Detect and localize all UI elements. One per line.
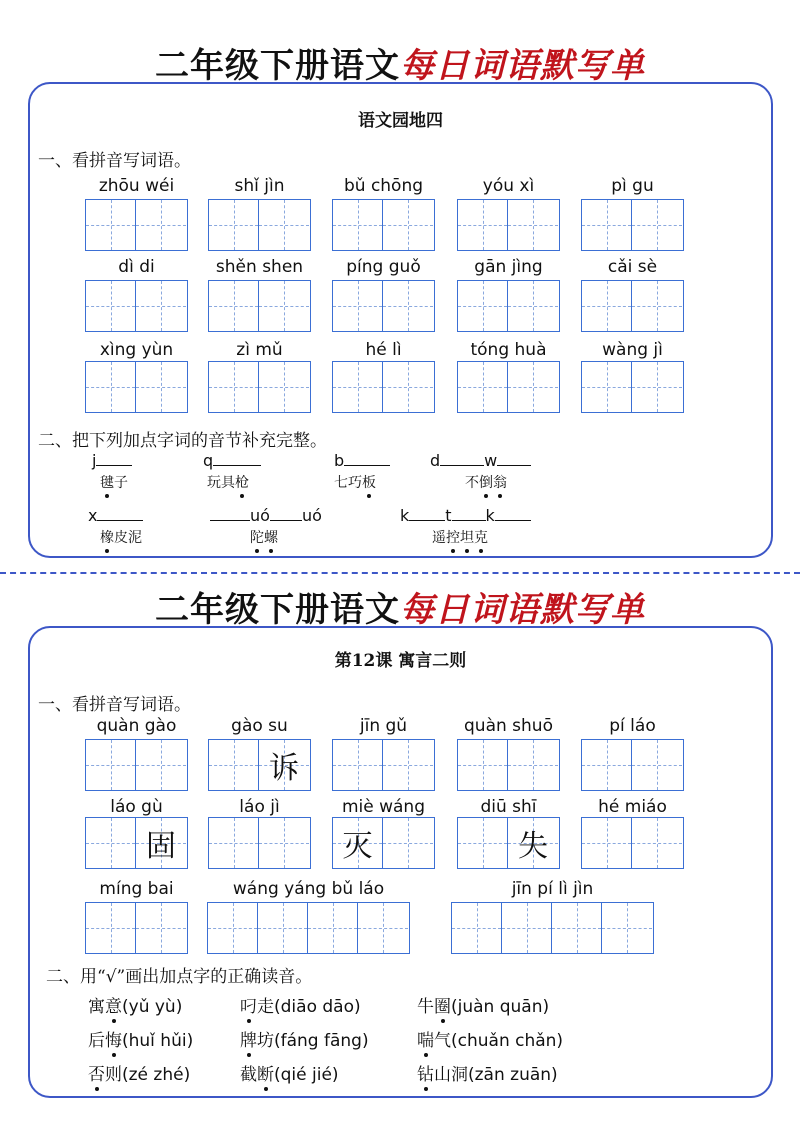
writing-cell[interactable] (259, 200, 309, 250)
pinyin-label: xìng yùn (99, 340, 174, 360)
writing-cell[interactable] (86, 740, 136, 790)
fill-word-4: 不倒翁 (465, 472, 507, 492)
writing-cell[interactable] (383, 818, 433, 868)
reading-choice[interactable]: 截断(qié jié) (240, 1060, 339, 1085)
pinyin-label: quàn shuō (464, 716, 553, 736)
sheet1-lesson-title: 语文园地四 (358, 111, 443, 131)
writing-cell[interactable] (552, 903, 602, 953)
writing-cell[interactable] (502, 903, 552, 953)
sheet2-section1-heading: 一、看拼音写词语。 (38, 695, 191, 715)
pinyin-label: pí láo (609, 716, 656, 736)
tianzige-grid (332, 817, 435, 869)
writing-cell[interactable] (458, 281, 508, 331)
fill-item-6: uó uó (210, 506, 322, 525)
reading-choice[interactable]: 牌坊(fáng fāng) (240, 1026, 369, 1051)
blank[interactable] (495, 507, 531, 521)
writing-cell[interactable] (86, 200, 136, 250)
tianzige-grid (85, 280, 188, 332)
writing-cell[interactable] (333, 740, 383, 790)
writing-cell[interactable] (508, 200, 558, 250)
writing-cell[interactable] (582, 818, 632, 868)
fill-word-2: 玩具枪 (207, 472, 249, 492)
writing-cell[interactable] (86, 362, 136, 412)
pinyin-label: láo gù (110, 797, 163, 817)
writing-cell[interactable] (136, 281, 186, 331)
fill-item-2: q (203, 451, 261, 470)
tianzige-grid (581, 199, 684, 251)
tianzige-grid (208, 361, 311, 413)
writing-cell[interactable] (333, 362, 383, 412)
writing-cell[interactable] (383, 362, 433, 412)
fill-item-1: j (92, 451, 132, 470)
writing-cell[interactable] (136, 740, 186, 790)
pinyin-label: quàn gào (96, 716, 177, 736)
pinyin-options: (huǐ hǔi) (122, 1031, 194, 1051)
pinyin-options: (zé zhé) (122, 1065, 191, 1085)
writing-cell[interactable] (86, 281, 136, 331)
pinyin-options: (qié jié) (274, 1065, 339, 1085)
pinyin-label: hé lì (365, 340, 402, 360)
writing-cell[interactable] (136, 903, 186, 953)
writing-cell[interactable] (632, 740, 682, 790)
writing-cell[interactable] (209, 362, 259, 412)
tianzige-grid (332, 361, 435, 413)
writing-cell[interactable] (333, 818, 383, 868)
given-character: 失 (518, 829, 548, 864)
writing-cell[interactable] (259, 818, 309, 868)
reading-choice[interactable]: 后悔(huǐ hǔi) (88, 1026, 193, 1051)
pinyin-label: jīn gǔ (359, 716, 408, 736)
writing-cell[interactable] (208, 903, 258, 953)
blank[interactable] (409, 507, 445, 521)
writing-cell[interactable] (582, 740, 632, 790)
pinyin-label: píng guǒ (346, 257, 421, 277)
fill-word-5: 橡皮泥 (100, 527, 142, 547)
fill-word-1: 毽子 (100, 472, 128, 492)
tianzige-grid (451, 902, 654, 954)
pinyin-label: hé miáo (598, 797, 667, 817)
sheet1-section2-heading: 二、把下列加点字词的音节补充完整。 (38, 431, 327, 451)
tianzige-grid (457, 361, 560, 413)
tianzige-grid (332, 280, 435, 332)
tianzige-grid (581, 739, 684, 791)
sheet2-title-red: 每日词语默写单 (400, 590, 645, 630)
writing-cell[interactable] (602, 903, 652, 953)
tianzige-grid (332, 739, 435, 791)
fill-word-7: 遥控坦克 (432, 527, 488, 547)
blank[interactable] (210, 507, 250, 521)
pinyin-options: (chuǎn chǎn) (451, 1031, 564, 1051)
pinyin-label: diū shī (480, 797, 537, 817)
reading-choice[interactable]: 寓意(yǔ yù) (88, 992, 182, 1017)
writing-cell[interactable] (452, 903, 502, 953)
pinyin-label: dì di (118, 257, 155, 277)
blank[interactable] (344, 452, 390, 466)
writing-cell[interactable] (632, 200, 682, 250)
tianzige-grid (581, 361, 684, 413)
writing-cell[interactable] (86, 903, 136, 953)
tianzige-grid (581, 817, 684, 869)
pinyin-options: (diāo dāo) (274, 997, 361, 1017)
writing-cell[interactable] (508, 281, 558, 331)
pinyin-options: (zān zuān) (468, 1065, 558, 1085)
sheet2-section2-heading: 二、用“√”画出加点字的正确读音。 (46, 967, 313, 987)
blank[interactable] (270, 507, 302, 521)
writing-cell[interactable] (259, 740, 309, 790)
writing-cell[interactable] (508, 818, 558, 868)
pinyin-options: (fáng fāng) (274, 1031, 369, 1051)
writing-cell[interactable] (259, 362, 309, 412)
writing-cell[interactable] (458, 200, 508, 250)
fill-word-6: 陀螺 (250, 527, 278, 547)
tianzige-grid (457, 199, 560, 251)
writing-cell[interactable] (383, 740, 433, 790)
sheet-divider (0, 572, 800, 574)
blank[interactable] (440, 452, 484, 466)
reading-choice[interactable]: 叼走(diāo dāo) (240, 992, 361, 1017)
writing-cell[interactable] (209, 200, 259, 250)
pinyin-label: yóu xì (482, 176, 535, 196)
pinyin-label: gào su (231, 716, 288, 736)
pinyin-label: míng bai (99, 879, 174, 899)
writing-cell[interactable] (632, 362, 682, 412)
tianzige-grid (457, 280, 560, 332)
tianzige-grid (208, 817, 311, 869)
blank[interactable] (96, 452, 132, 466)
sheet2-lesson-title: 第12课 寓言二则 (334, 651, 467, 671)
pinyin-label: shěn shen (215, 257, 304, 277)
tianzige-grid (85, 361, 188, 413)
writing-cell[interactable] (209, 818, 259, 868)
fill-item-7: k t k (400, 506, 531, 525)
tianzige-grid (581, 280, 684, 332)
tianzige-grid (85, 199, 188, 251)
pinyin-label: tóng huà (470, 340, 547, 360)
writing-cell[interactable] (582, 281, 632, 331)
given-character: 固 (146, 829, 176, 864)
reading-choice[interactable]: 牛圈(juàn quān) (417, 992, 549, 1017)
writing-cell[interactable] (136, 362, 186, 412)
sheet2-title (0, 582, 800, 631)
writing-cell[interactable] (458, 740, 508, 790)
writing-cell[interactable] (86, 818, 136, 868)
tianzige-grid (208, 199, 311, 251)
sheet1-section1-heading: 一、看拼音写词语。 (38, 151, 191, 171)
sheet1-title (0, 38, 800, 87)
blank[interactable] (497, 452, 531, 466)
blank[interactable] (213, 452, 261, 466)
writing-cell[interactable] (383, 200, 433, 250)
writing-cell[interactable] (632, 818, 682, 868)
tianzige-grid (85, 739, 188, 791)
reading-choice[interactable]: 否则(zé zhé) (88, 1060, 190, 1085)
pinyin-label: miè wáng (341, 797, 426, 817)
pinyin-label: wáng yáng bǔ láo (232, 879, 385, 899)
given-character: 灭 (342, 829, 373, 864)
tianzige-grid (208, 739, 311, 791)
pinyin-options: (juàn quān) (451, 997, 550, 1017)
fill-word-3: 七巧板 (334, 472, 376, 492)
pinyin-label: gān jìng (474, 257, 543, 277)
fill-item-4: d w (430, 451, 531, 470)
writing-cell[interactable] (632, 281, 682, 331)
sheet1-title-black: 二年级下册语文 (155, 46, 400, 86)
writing-cell[interactable] (136, 818, 186, 868)
pinyin-options: (yǔ yù) (122, 997, 183, 1017)
writing-cell[interactable] (458, 818, 508, 868)
writing-cell[interactable] (209, 740, 259, 790)
pinyin-label: shǐ jìn (234, 176, 285, 196)
tianzige-grid (332, 199, 435, 251)
writing-cell[interactable] (582, 362, 632, 412)
writing-cell[interactable] (582, 200, 632, 250)
tianzige-grid (85, 902, 188, 954)
pinyin-label: zì mǔ (236, 340, 283, 360)
fill-item-5: x (88, 506, 143, 525)
pinyin-label: jīn pí lì jìn (511, 879, 594, 899)
tianzige-grid (457, 817, 560, 869)
pinyin-label: pì gu (611, 176, 654, 196)
writing-cell[interactable] (333, 200, 383, 250)
pinyin-label: zhōu wéi (98, 176, 175, 196)
sheet1-title-red: 每日词语默写单 (400, 46, 645, 86)
fill-item-3: b (334, 451, 390, 470)
pinyin-label: láo jì (239, 797, 280, 817)
writing-cell[interactable] (508, 740, 558, 790)
given-character: 诉 (269, 751, 299, 786)
pinyin-label: bǔ chōng (343, 176, 424, 196)
tianzige-grid (208, 280, 311, 332)
writing-cell[interactable] (458, 362, 508, 412)
reading-choice[interactable]: 钻山洞(zān zuān) (417, 1060, 558, 1085)
writing-cell[interactable] (333, 281, 383, 331)
writing-cell[interactable] (308, 903, 358, 953)
pinyin-label: cǎi sè (607, 257, 658, 277)
blank[interactable] (452, 507, 486, 521)
writing-cell[interactable] (383, 281, 433, 331)
sheet2-title-black: 二年级下册语文 (155, 590, 400, 630)
writing-cell[interactable] (209, 281, 259, 331)
writing-cell[interactable] (508, 362, 558, 412)
writing-cell[interactable] (358, 903, 408, 953)
pinyin-label: wàng jì (602, 340, 663, 360)
tianzige-grid (85, 817, 188, 869)
writing-cell[interactable] (259, 281, 309, 331)
tianzige-grid (207, 902, 410, 954)
writing-cell[interactable] (258, 903, 308, 953)
blank[interactable] (97, 507, 143, 521)
writing-cell[interactable] (136, 200, 186, 250)
tianzige-grid (457, 739, 560, 791)
reading-choice[interactable]: 喘气(chuǎn chǎn) (417, 1026, 563, 1051)
